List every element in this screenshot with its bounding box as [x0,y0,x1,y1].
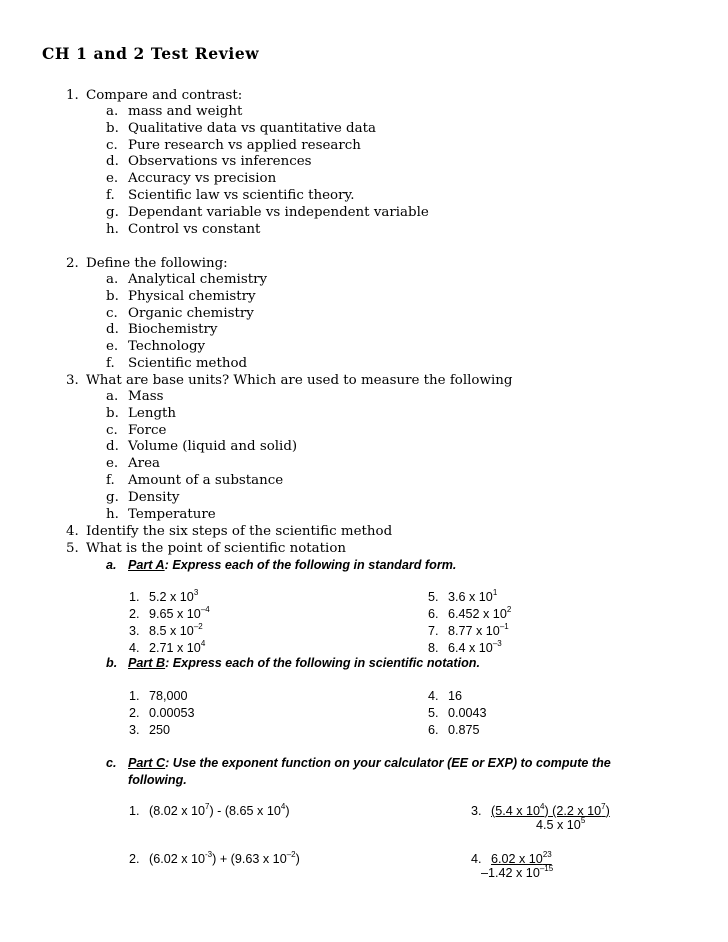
list-item: 4. 2.71 x $10^4$ [129,638,206,655]
list-item: 6. 0.875 [428,723,480,737]
question-number: 3. [66,373,79,388]
fraction-numerator: 6.02 x $10^{23}$ [491,849,552,866]
list-item: h. Control vs constant [106,221,261,237]
list-item: 2. 9.65 x $10^{-4}$ [129,604,210,621]
question-4 [66,524,392,541]
list-item: d. Biochemistry [106,322,218,338]
list-item: f. Scientific method [106,355,248,371]
list-item: a. Mass [106,389,164,404]
list-item: 8. 6.4 x $10^{-3}$ [428,638,502,655]
list-item: 6. 6.452 x $10^2$ [428,604,512,621]
list-item: 1. 78,000 [129,689,188,703]
list-item: a. mass and weight [106,104,243,119]
question-number: 2. [66,256,79,271]
part-c-problem-3: 3. (5.4 x $10^4$) (2.2 x $10^7$) 4.5 x $10^5$ [471,801,610,832]
list-item: e. Area [106,456,160,472]
list-item: 5. 0.0043 [428,706,487,720]
list-item: 2. 0.00053 [129,706,195,720]
question-text: What is the point of scientific notation [86,541,347,556]
list-item: d. Observations vs inferences [106,154,312,170]
list-item: 5. 3.6 x $10^1$ [428,587,498,604]
question-number: 5. [66,541,79,556]
question-1-list [106,104,429,238]
question-text: Identify the six steps of the scientific method [86,524,393,539]
list-item: b. Physical chemistry [106,288,256,304]
question-5 [66,541,346,558]
list-item: 4. 16 [428,689,463,703]
list-item: 3. 250 [129,723,171,737]
list-item: 7. 8.77 x $10^{-1}$ [428,621,509,638]
question-3 [66,373,512,390]
list-item: g. Density [106,489,180,505]
list-item: c. Organic chemistry [106,305,254,321]
list-item: e. Technology [106,339,206,355]
list-item: 1. 5.2 x $10^3$ [129,587,199,604]
fraction-denominator: –1.42 x $10^{-15}$ [481,863,554,880]
page-title: CH 1 and 2 Test Review [42,44,260,63]
question-2 [66,256,228,273]
part-a-left-list [129,589,210,657]
list-item: g. Dependant variable vs independent variable [106,204,429,220]
list-item: a. Analytical chemistry [106,272,268,287]
list-item: d. Volume (liquid and solid) [106,439,298,455]
question-text: Compare and contrast: [86,88,243,103]
list-item: f. Scientific law vs scientific theory. [106,187,355,203]
list-item: e. Accuracy vs precision [106,171,277,187]
list-item: f. Amount of a substance [106,472,284,488]
fraction-denominator: 4.5 x $10^5$ [536,815,586,832]
part-a-heading: a. Part A: Express each of the following in standard form. [106,558,457,572]
part-c-problem-2: 2. (6.02 x $10^{-3}) + (9.63$ x $10^{-2}$) [129,849,300,866]
part-b-right-list [428,688,487,739]
part-b-left-list [129,688,195,739]
part-c-problem-1: 1. (8.02 x $10^7) - (8.65$ x $10^4$) [129,801,290,818]
list-item: c. Force [106,422,167,438]
question-2-list [106,272,267,373]
fraction-numerator: (5.4 x $10^4$) (2.2 x $10^7$) [491,801,610,818]
list-item: b. Qualitative data vs quantitative data [106,120,376,136]
question-number: 1. [66,88,79,103]
part-b-heading: b. Part B: Express each of the following in scientific notation. [106,656,480,670]
question-number: 4. [66,524,79,539]
part-c-heading: c. Part C: Use the exponent function on your calculator (EE or EXP) to compute the following. [106,756,611,787]
question-text: What are base units? Which are used to measure the following [86,373,513,388]
list-item: c. Pure research vs applied research [106,137,361,153]
question-text: Define the following: [86,256,228,271]
question-1 [66,88,242,105]
part-c-problem-4: 4. 6.02 x $10^{23}$ –1.42 x $10^{-15}$ [471,849,554,880]
list-item: b. Length [106,405,177,421]
list-item: h. Temperature [106,506,216,522]
question-3-list [106,389,297,523]
part-a-right-list [428,589,511,657]
list-item: 3. 8.5 x $10^{-2}$ [129,621,203,638]
